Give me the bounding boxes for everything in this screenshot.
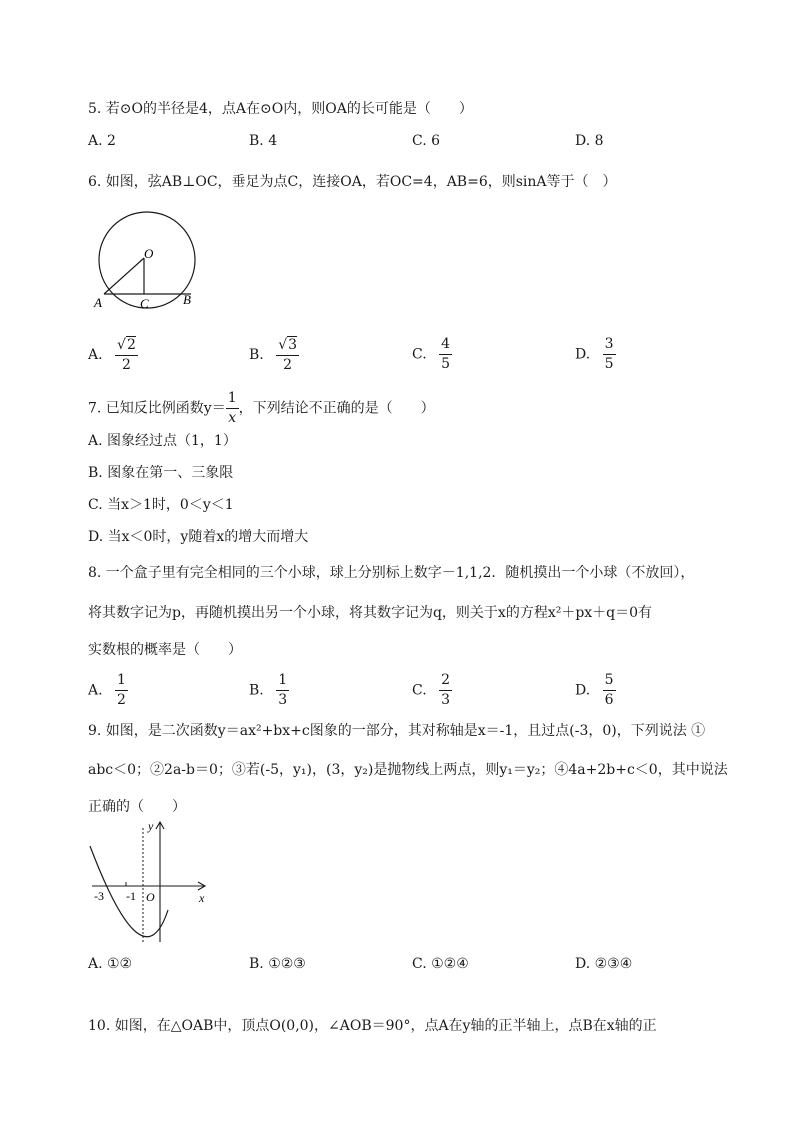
q6-option-b: B. $\frac{√3}{2}$ (249, 337, 298, 373)
q9-label-o: O (146, 890, 155, 904)
q8-line-1: 8. 一个盒子里有完全相同的三个小球，球上分别标上数字－1,1,2．随机摸出一个小球（不放回）， (88, 565, 695, 581)
q6-d-num: 3 (603, 336, 616, 355)
q8-line-3: 实数根的概率是（ ） (88, 642, 242, 658)
q6-a-den: 2 (121, 357, 131, 373)
q5-option-a: A. 2 (88, 133, 116, 149)
q8-option-b-label: B. (249, 682, 264, 699)
q7-option-d: D. 当x＜0时，y随着x的增大而增大 (88, 529, 309, 545)
q6-option-a-label: A. (88, 347, 103, 363)
q7-option-b: B. 图象在第一、三象限 (88, 465, 234, 481)
q8-c-den: 3 (441, 692, 451, 708)
q9-option-a: A. ①② (88, 956, 133, 972)
q8-c-num: 2 (439, 672, 452, 691)
q5-option-b: B. 4 (249, 133, 278, 149)
q9-label-x: x (199, 891, 205, 905)
q8-d-num: 5 (603, 672, 616, 691)
q7-frac-den: x (228, 410, 237, 426)
q8-d-den: 6 (604, 692, 614, 708)
q7-stem-post: ，下列结论不正确的是（ ） (238, 400, 435, 417)
q8-a-den: 2 (117, 692, 126, 708)
q6-c-den: 5 (441, 356, 451, 372)
q9-label-minus3: -3 (94, 889, 104, 903)
q6-option-c (412, 336, 452, 373)
q5-option-c: C. 6 (412, 133, 441, 149)
q6-option-d-label: D. (575, 346, 591, 363)
q9-label-minus1: -1 (126, 889, 136, 903)
q9-label-y: y (148, 819, 154, 833)
q7-stem (88, 390, 435, 427)
q7-option-c: C. 当x＞1时，0＜y＜1 (88, 497, 234, 513)
q6-option-d (575, 336, 616, 373)
q5-stem: 5. 若⊙O的半径是4，点A在⊙O内，则OA的长可能是（ ） (88, 101, 473, 117)
q9-line-3: 正确的（ ） (88, 799, 186, 815)
q6-label-b: B (183, 292, 191, 307)
q9-line-1: 9. 如图，是二次函数y＝ax²+bx+c图象的一部分，其对称轴是x＝-1，且过点(-3，0)，下列说法 ① (88, 723, 706, 739)
q8-option-d-label: D. (575, 682, 591, 699)
q9-option-b: B. ①②③ (249, 956, 306, 972)
q6-circle-figure (82, 208, 202, 318)
q9-option-d: D. ②③④ (575, 956, 633, 972)
q8-option-b (249, 672, 289, 709)
q7-frac-num: 1 (226, 390, 239, 409)
q6-d-den: 5 (604, 356, 614, 372)
q6-b-den: 2 (283, 357, 293, 373)
q6-option-a: A. $\frac{√2}{2}$ (88, 337, 136, 373)
q8-a-num: 1 (115, 672, 128, 691)
q8-b-num: 1 (276, 672, 289, 691)
q7-option-a: A. 图象经过点（1，1） (88, 433, 237, 449)
q9-option-c: C. ①②④ (412, 956, 469, 972)
q8-b-den: 3 (278, 692, 288, 708)
q6-b-num: 3 (288, 337, 298, 353)
q8-option-c (412, 672, 452, 709)
q6-label-c: C (140, 296, 149, 311)
q6-stem: 6. 如图，弦AB⊥OC，垂足为点C，连接OA，若OC=4，AB=6，则sinA等于（ ） (88, 174, 617, 190)
q8-option-a (88, 672, 128, 709)
q6-label-a: A (94, 295, 102, 310)
q5-option-d: D. 8 (575, 133, 604, 149)
q6-option-b-label: B. (249, 347, 264, 363)
q7-stem-pre: 7. 已知反比例函数y＝ (88, 400, 226, 417)
q6-a-num: 2 (126, 337, 136, 353)
q8-option-c-label: C. (412, 682, 427, 699)
q8-option-d (575, 672, 616, 709)
q10-line-1: 10. 如图，在△OAB中，顶点O(0,0)，∠AOB＝90°，点A在y轴的正半轴上，点B在x轴的正 (88, 1018, 657, 1034)
q8-line-2: 将其数字记为p，再随机摸出另一个小球，将其数字记为q，则关于x的方程x²＋px＋q＝0有 (88, 605, 653, 621)
q6-option-c-label: C. (412, 346, 427, 363)
q6-c-num: 4 (439, 336, 452, 355)
q9-line-2: abc＜0；②2a-b＝0；③若(-5，y₁)，(3，y₂)是抛物线上两点，则y₁＝y₂；④4a+2b+c＜0，其中说法 (88, 762, 728, 778)
q8-option-a-label: A. (88, 682, 103, 699)
q6-label-o: O (144, 246, 154, 261)
q9-parabola-figure (84, 818, 214, 946)
